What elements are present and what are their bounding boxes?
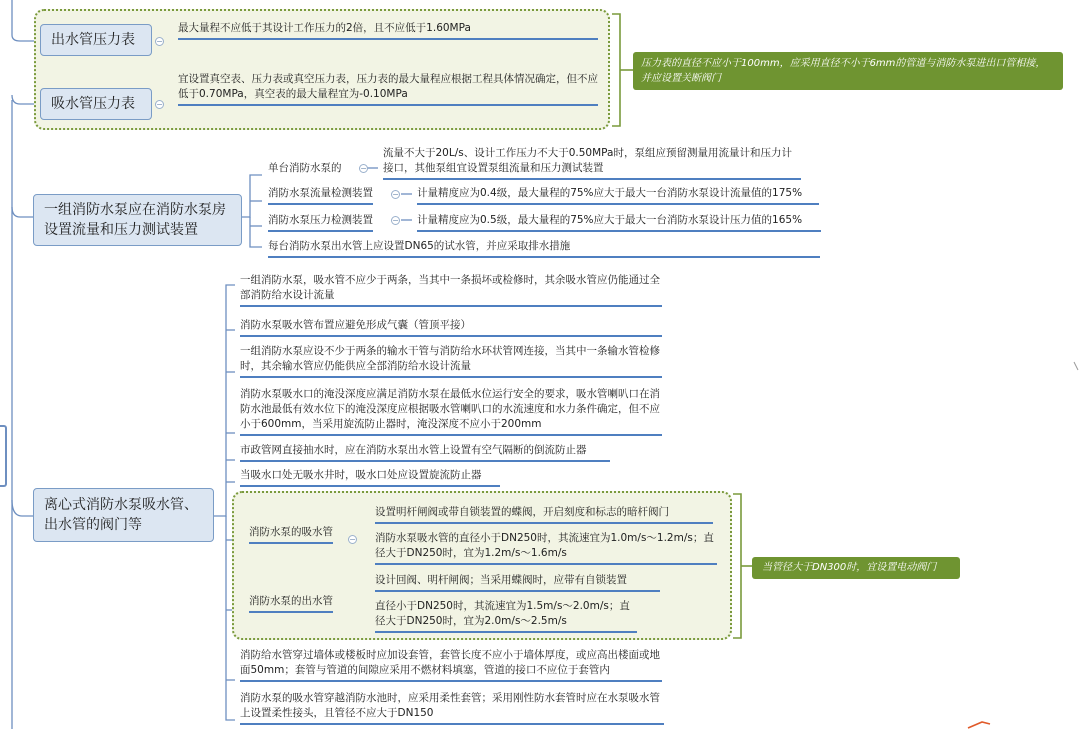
pipe-tail-item: 消防给水管穿过墙体或楼板时应加设套管，套管长度不应小于墙体厚度，或应高出楼面或地面50mm；套管与管道的间隙应采用不燃材料填塞，管道的接口不应位于套管内 — [240, 648, 662, 682]
connector — [242, 175, 262, 217]
scroll-caret — [1074, 362, 1078, 370]
collapse-icon[interactable]: − — [156, 100, 163, 109]
note-bracket — [733, 494, 741, 638]
suction-gauge-node[interactable] — [40, 88, 152, 120]
red-arrow-mark — [968, 722, 990, 728]
pipe-item: 消防水泵吸水口的淹没深度应满足消防水泵在最低水位运行安全的要求，吸水管喇叭口在消防水池最低有效水位下的淹没深度应根据吸水管喇叭口的水流速度和水力条件确定，但不应小于600mm，当采用旋流防止器时，淹没深度不应小于200mm — [240, 387, 662, 436]
suction-pipe-label: 消防水泵的吸水管 — [249, 525, 333, 544]
pipe-item: 一组消防水泵应设不少于两条的输水干管与消防给水环状管网连接，当其中一条输水管检修时，其余输水管应仍能供应全部消防给水设计流量 — [240, 344, 662, 378]
pipe-item: 消防水泵吸水管布置应避免形成气囊（管顶平接） — [240, 318, 662, 337]
single-pump-text: 流量不大于20L/s、设计工作压力不大于0.50MPa时，泵组应预留测量用流量计和压力计接口，其他泵组宜设置泵组流量和压力测试装置 — [383, 146, 801, 180]
discharge-pipe-item: 直径小于DN250时，其流速宜为1.5m/s～2.0m/s；直径大于DN250时，宜为2.0m/s～2.5m/s — [375, 599, 637, 633]
suction-gauge-label: 吸水管压力表 — [51, 96, 135, 112]
single-pump-label: 单台消防水泵的 — [268, 162, 342, 174]
connector — [12, 207, 33, 217]
note-bracket — [612, 14, 620, 126]
test-pipe-text: 每台消防水泵出水管上应设置DN65的试水管，并应采取排水措施 — [268, 239, 820, 258]
collapsed-root-stub[interactable] — [0, 425, 7, 487]
collapse-icon[interactable]: − — [392, 190, 399, 199]
pipe-item: 一组消防水泵，吸水管不应少于两条，当其中一条损坏或检修时，其余吸水管应仍能通过全部消防给水设计流量 — [240, 273, 662, 307]
pipe-item: 市政管网直接抽水时，应在消防水泵出水管上设置有空气隔断的倒流防止器 — [240, 443, 610, 462]
suction-gauge-text: 宜设置真空表、压力表或真空压力表，压力表的最大量程应根据工程具体情况确定，但不应低于0.70MPa，真空表的最大量程宜为-0.10MPa — [178, 72, 598, 106]
collapse-icon[interactable]: − — [156, 37, 163, 46]
pressure-device-label: 消防水泵压力检测装置 — [268, 213, 373, 232]
collapse-icon[interactable]: − — [360, 164, 367, 173]
valve-note: 当管径大于DN300时，宜设置电动阀门 — [752, 557, 960, 579]
discharge-pipe-item: 设计回阀、明杆闸阀；当采用蝶阀时，应带有自锁装置 — [375, 573, 660, 592]
gauge-note: 压力表的直径不应小于100mm，应采用直径不小于6mm的管道与消防水泵进出口管相接，并应设置关断阀门 — [633, 52, 1063, 90]
connector — [250, 217, 262, 247]
pipe-valve-label: 离心式消防水泵吸水管、出水管的阀门等 — [44, 497, 198, 533]
outlet-gauge-text: 最大量程不应低于其设计工作压力的2倍，且不应低于1.60MPa — [178, 21, 598, 40]
pipe-tail-item: 消防水泵的吸水管穿越消防水池时，应采用柔性套管；采用刚性防水套管时应在水泵吸水管上设置柔性接头，且管径不应大于DN150 — [240, 691, 664, 725]
pressure-device-text: 计量精度应为0.5级，最大量程的75%应大于最大一台消防水泵设计压力值的165% — [417, 213, 821, 232]
connector — [12, 500, 33, 516]
suction-pipe-item: 设置明杆闸阀或带自锁装置的蝶阀，开启刻度和标志的暗杆阀门 — [375, 505, 713, 524]
test-device-label: 一组消防水泵应在消防水泵房设置流量和压力测试装置 — [44, 202, 226, 238]
pipe-item: 当吸水口处无吸水井时，吸水口处应设置旋流防止器 — [240, 468, 500, 487]
outlet-gauge-label: 出水管压力表 — [51, 32, 135, 48]
test-device-node[interactable] — [33, 194, 242, 246]
discharge-pipe-label: 消防水泵的出水管 — [249, 594, 333, 613]
flow-device-label: 消防水泵流量检测装置 — [268, 186, 373, 205]
collapse-icon[interactable]: − — [392, 216, 399, 225]
pipe-valve-node[interactable] — [33, 488, 214, 542]
suction-pipe-item: 消防水泵吸水管的直径小于DN250时，其流速宜为1.0m/s～1.2m/s；直径大于DN250时，宜为1.2m/s～1.6m/s — [375, 531, 717, 565]
collapse-icon[interactable]: − — [349, 535, 356, 544]
outlet-gauge-node[interactable] — [40, 24, 152, 56]
flow-device-text: 计量精度应为0.4级，最大量程的75%应大于最大一台消防水泵设计流量值的175% — [417, 186, 819, 205]
